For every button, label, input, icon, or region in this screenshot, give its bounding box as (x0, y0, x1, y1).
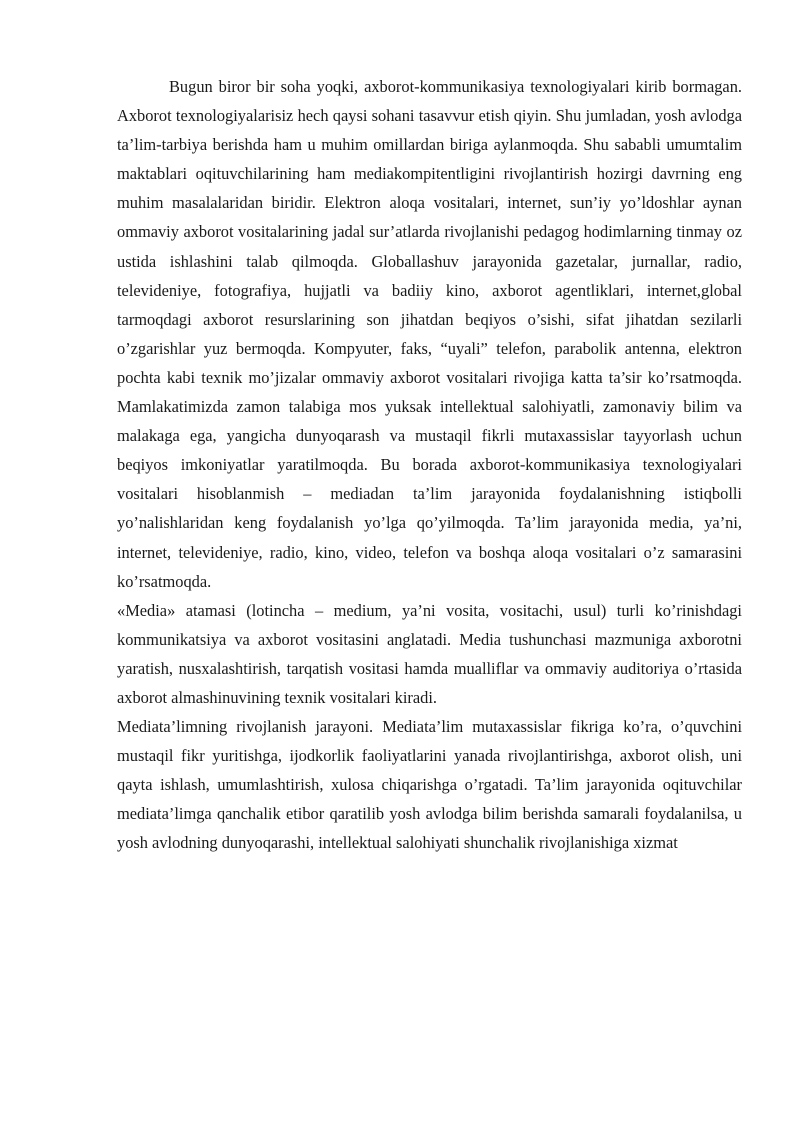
paragraph-ict-in-education: Bugun biror bir soha yoqki, axborot-kommunikasiya texnologiyalari kirib bormagan. Axborot texnologiyalarisiz hech qaysi sohani tasavvur etish qiyin. Shu jumladan, yosh avlodga ta’lim-tarbiya berishda ham u muhim omillardan biriga aylanmoqda. Shu sababli umumtalim maktablari oqituvchilarining ham mediakompitentligini rivojlantirish hozirgi davrning eng muhim masalalaridan biridir. Elektron aloqa vositalari, internet, sun’iy yo’ldoshlar aynan ommaviy axborot vositalarining jadal sur’atlarda rivojlanishi pedagog hodimlarning tinmay oz ustida ishlashini talab qilmoqda. Globallashuv jarayonida gazetalar, jurnallar, radio, televideniye, fotografiya, hujjatli va badiiy kino, axborot agentliklari, internet,global tarmoqdagi axborot resurslarining son jihatdan beqiyos o’sishi, sifat jihatdan sezilarli o’zgarishlar yuz bermoqda. Kompyuter, faks, “uyali” telefon, parabolik antenna, elektron pochta kabi texnik mo’jizalar ommaviy axborot vositalari rivojiga katta ta’sir ko’rsatmoqda. Mamlakatimizda zamon talabiga mos yuksak intellektual salohiyatli, zamonaviy bilim va malakaga ega, yangicha dunyoqarash va mustaqil fikrli mutaxassislar tayyorlash uchun beqiyos imkoniyatlar yaratilmoqda. Bu borada axborot-kommunikasiya texnologiyalari vositalari hisoblanmish – mediadan ta’lim jarayonida foydalanishning istiqbolli yo’nalishlaridan keng foydalanish yo’lga qo’yilmoqda. Ta’lim jarayonida media, ya’ni, internet, televideniye, radio, kino, video, telefon va boshqa aloqa vositalari o’z samarasini ko’rsatmoqda. (117, 77, 742, 591)
paragraph-media-education-development: Mediata’limning rivojlanish jarayoni. Mediata’lim mutaxassislar fikriga ko’ra, o’quvchini mustaqil fikr yuritishga, ijodkorlik faoliyatlarini yanada rivojlantirishga, axborot olish, uni qayta ishlash, umumlashtirish, xulosa chiqarishga o’rgatadi. Ta’lim jarayonida oqituvchilar mediata’limga qanchalik etibor qaratilib yosh avlodga bilim berishda samarali foydalanilsa, u yosh avlodning dunyoqarashi, intellektual salohiyati shunchalik rivojlanishiga xizmat (117, 717, 742, 853)
paragraph-media-definition: «Media» atamasi (lotincha – medium, ya’ni vosita, vositachi, usul) turli ko’rinishdagi kommunikatsiya va axborot vositasini anglatadi. Media tushunchasi mazmuniga axborotni yaratish, nusxalashtirish, tarqatish vositasi hamda mualliflar va ommaviy auditoriya o’rtasida axborot almashinuvining texnik vositalari kiradi. (117, 600, 742, 707)
document-page (117, 72, 742, 858)
